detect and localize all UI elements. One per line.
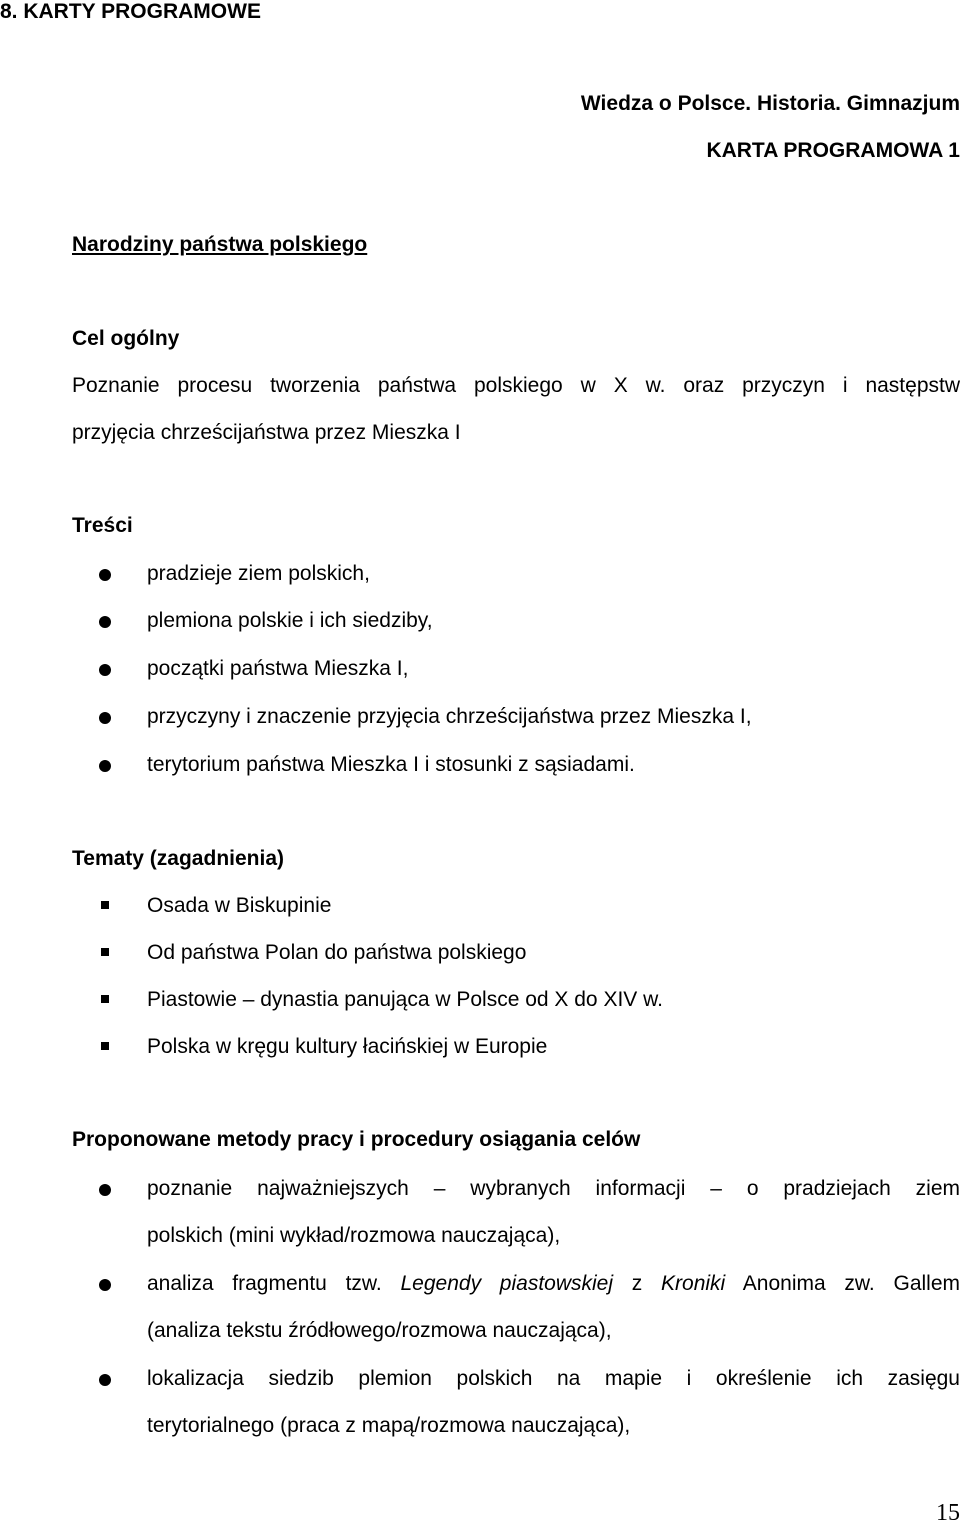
- kroniki-title: Kroniki: [661, 1272, 726, 1295]
- bullet-dot-icon: [99, 616, 111, 628]
- bullet-square-icon: [101, 948, 109, 956]
- metody-item2-text: z: [613, 1272, 662, 1295]
- bullet-dot-icon: [99, 1184, 111, 1196]
- metody-item1-line2: polskich (mini wykład/rozmowa nauczająca),: [147, 1224, 561, 1247]
- tematy-heading: Tematy (zagadnienia): [72, 847, 284, 870]
- tematy-item: Osada w Biskupinie: [147, 894, 332, 917]
- tematy-item: Piastowie – dynastia panująca w Polsce od X do XIV w.: [147, 988, 663, 1011]
- metody-item2-line2: (analiza tekstu źródłowego/rozmowa nauczająca),: [147, 1319, 612, 1342]
- metody-item1-line1: poznanie najważniejszych – wybranych informacji – o pradziejach ziem: [147, 1177, 960, 1200]
- program-card-title: KARTA PROGRAMOWA 1: [706, 139, 960, 162]
- bullet-dot-icon: [99, 1374, 111, 1386]
- tematy-item: Od państwa Polan do państwa polskiego: [147, 941, 527, 964]
- document-subject-header: Wiedza o Polsce. Historia. Gimnazjum: [580, 92, 960, 115]
- tematy-item: Polska w kręgu kultury łacińskiej w Europie: [147, 1035, 548, 1058]
- bullet-dot-icon: [99, 760, 111, 772]
- tresci-item: terytorium państwa Mieszka I i stosunki z sąsiadami.: [147, 753, 635, 776]
- section-heading: 8. KARTY PROGRAMOWE: [0, 0, 261, 23]
- metody-item2-text: Anonima zw. Gallem: [725, 1272, 960, 1295]
- bullet-dot-icon: [99, 664, 111, 676]
- cel-heading: Cel ogólny: [72, 327, 180, 350]
- legendy-piastowskiej-title: Legendy piastowskiej: [400, 1272, 614, 1295]
- bullet-square-icon: [101, 1042, 109, 1050]
- tresci-item: przyczyny i znaczenie przyjęcia chrześcijaństwa przez Mieszka I,: [147, 705, 752, 728]
- metody-item2-text: analiza fragmentu tzw.: [147, 1272, 401, 1295]
- cel-text-line2: przyjęcia chrześcijaństwa przez Mieszka I: [72, 421, 461, 444]
- topic-title: Narodziny państwa polskiego: [72, 233, 368, 256]
- bullet-dot-icon: [99, 569, 111, 581]
- metody-heading: Proponowane metody pracy i procedury osiągania celów: [72, 1128, 641, 1151]
- bullet-dot-icon: [99, 1279, 111, 1291]
- tresci-heading: Treści: [72, 514, 133, 537]
- bullet-square-icon: [101, 995, 109, 1003]
- tresci-item: plemiona polskie i ich siedziby,: [147, 609, 433, 632]
- metody-item3-line1: lokalizacja siedzib plemion polskich na mapie i określenie ich zasięgu: [147, 1367, 960, 1390]
- bullet-dot-icon: [99, 712, 111, 724]
- cel-text-line1: Poznanie procesu tworzenia państwa polskiego w X w. oraz przyczyn i następstw: [72, 374, 960, 397]
- metody-item3-line2: terytorialnego (praca z mapą/rozmowa nauczająca),: [147, 1414, 631, 1437]
- tresci-item: początki państwa Mieszka I,: [147, 657, 409, 680]
- page-number: 15: [936, 1500, 960, 1526]
- metody-item2-line1: [147, 1272, 960, 1296]
- tresci-item: pradzieje ziem polskich,: [147, 562, 370, 585]
- bullet-square-icon: [101, 901, 109, 909]
